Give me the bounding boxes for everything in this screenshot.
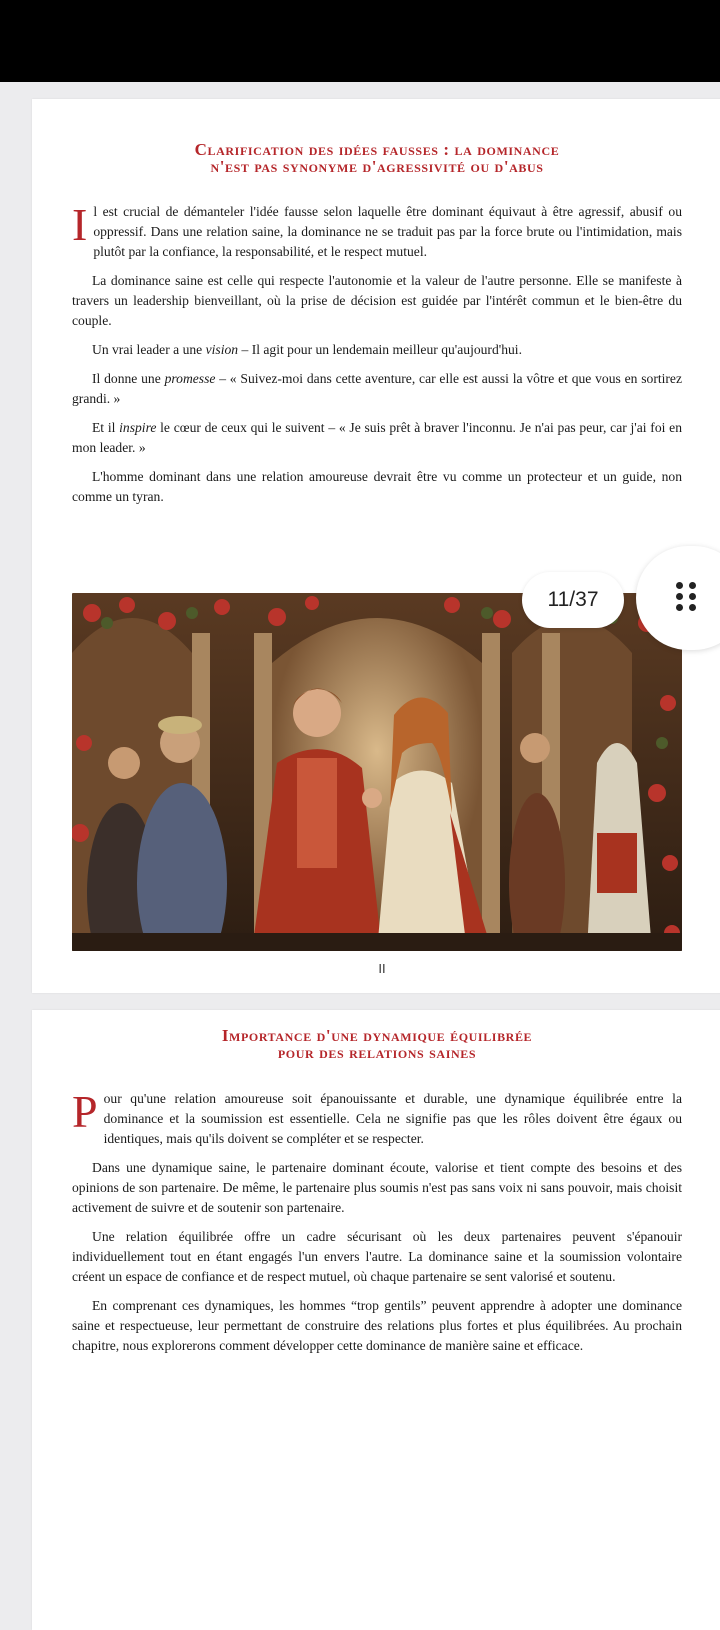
drop-cap: P xyxy=(72,1086,98,1137)
paragraph-text: Il donne une xyxy=(92,371,165,386)
emphasis: vision xyxy=(205,342,239,357)
title-line-2: n'est pas synonyme d'agressivité ou d'abus xyxy=(210,157,544,176)
paragraph-text: l est crucial de démanteler l'idée fausse selon laquelle être dominant équivaut à être agressif, abusif ou oppressif. Dans une relation saine, la dominance ne se traduit pas par la force brute ou l'intimidation, mais plutôt par la confiance, la responsabilité, et le respect mutuel. xyxy=(93,204,682,259)
paragraph: L'homme dominant dans une relation amoureuse devrait être vu comme un protecteur et un guide, non comme un tyran. xyxy=(72,469,682,504)
paragraph-text: – « Suivez-moi dans cette aventure, car elle est aussi la vôtre et que vous en sortirez grandi. » xyxy=(72,371,682,406)
title-line-1: Importance d'une dynamique équilibrée xyxy=(221,1026,533,1045)
document-page-2 xyxy=(32,1010,720,1630)
document-page-1 xyxy=(32,99,720,993)
paragraph-text: le cœur de ceux qui le suivent – « Je suis prêt à braver l'inconnu. Je n'ai pas peur, car j'ai foi en mon leader. » xyxy=(72,420,682,455)
drop-cap: I xyxy=(72,199,88,250)
section-title xyxy=(72,141,682,175)
paragraph xyxy=(72,369,682,409)
paragraph-text: our qu'une relation amoureuse soit épanouissante et durable, une dynamique équilibrée entre la dominance et la soumission est essentielle. Cela ne signifie pas que les rôles doivent être égaux ou identiques, mais qu'ils doivent se compléter et se respecter. xyxy=(103,1091,682,1146)
paragraph xyxy=(72,418,682,458)
paragraph xyxy=(72,340,682,360)
paragraph: La dominance saine est celle qui respecte l'autonomie et la valeur de l'autre personne. Elle se manifeste à travers un leadership bienveillant, où la prise de décision est guidée par l'intérêt commun et le bien-être du couple. xyxy=(72,273,682,328)
paragraph: Dans une dynamique saine, le partenaire dominant écoute, valorise et tient compte des besoins et des opinions de son partenaire. De même, le partenaire plus soumis n'est pas sans voix ni sans pouvoir, mais choisit activement de suivre et de soutenir son partenaire. xyxy=(72,1160,682,1215)
drag-handle-icon xyxy=(676,582,698,612)
paragraph-text: Un vrai leader a une xyxy=(92,342,206,357)
section-title xyxy=(72,1027,682,1061)
paragraph-text: Et il xyxy=(92,420,120,435)
paragraph: Une relation équilibrée offre un cadre sécurisant où les deux partenaires peuvent s'épanouir individuellement tout en étant engagés l'un envers l'autre. La dominance saine et la soumission volontaire créent un espace de confiance et de respect mutuel, où chaque partenaire se sent valorisé et soutenu. xyxy=(72,1229,682,1284)
medieval-couple-illustration xyxy=(72,593,682,951)
paragraph: En comprenant ces dynamiques, les hommes “trop gentils” peuvent apprendre à adopter une dominance saine et respectueuse, leur permettant de construire des relations plus fortes et plus équilibrées. Au prochain chapitre, nous explorerons comment développer cette dominance de manière saine et efficace. xyxy=(72,1298,682,1353)
paragraph xyxy=(72,1086,682,1149)
paragraph xyxy=(72,199,682,262)
title-line-1: Clarification des idées fausses : la dominance xyxy=(194,140,560,159)
page-counter-badge[interactable]: 11/37 xyxy=(522,572,624,628)
page-number: II xyxy=(378,961,386,976)
title-line-2: pour des relations saines xyxy=(277,1043,477,1062)
page-2-body xyxy=(72,1027,682,1365)
paragraph-text: – Il agit pour un lendemain meilleur qu'aujourd'hui. xyxy=(238,342,522,357)
page-1-body xyxy=(72,141,682,516)
status-bar xyxy=(0,0,720,82)
emphasis: promesse xyxy=(164,371,216,386)
emphasis: inspire xyxy=(119,420,157,435)
illustration-svg xyxy=(72,593,682,951)
